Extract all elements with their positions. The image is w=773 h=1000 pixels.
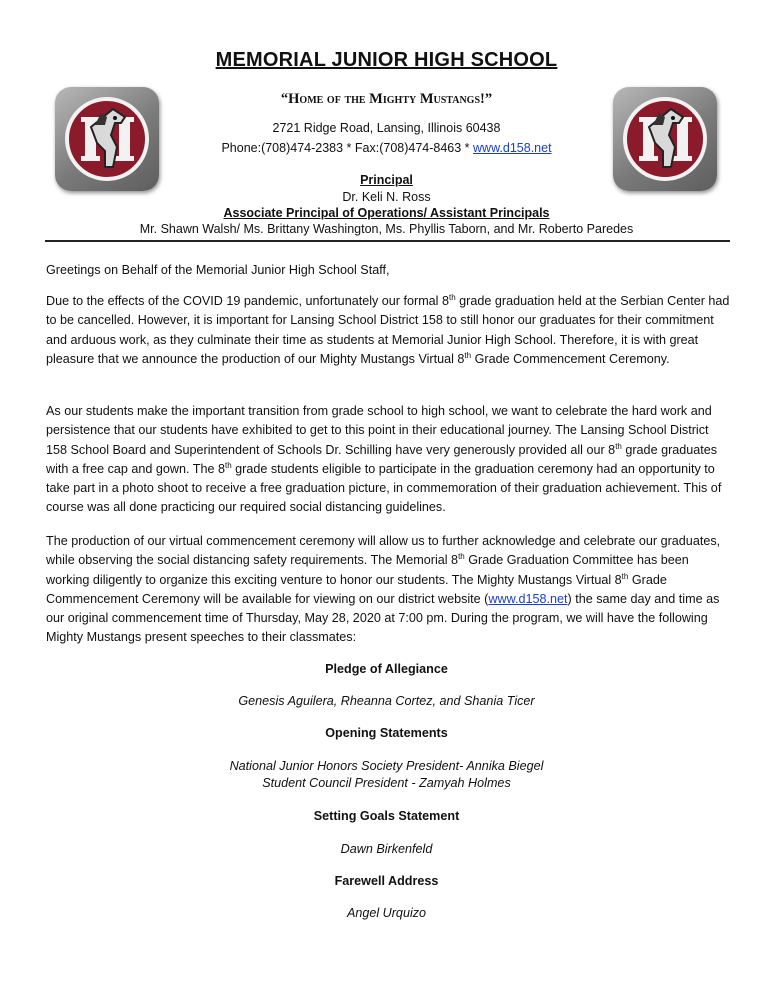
program-heading: Farewell Address <box>334 874 439 888</box>
program-names: Student Council President - Zamyah Holmes <box>262 776 511 790</box>
assoc-principal-title: Associate Principal of Operations/ Assistant Principals <box>223 206 550 220</box>
website-link[interactable]: www.d158.net <box>473 141 552 155</box>
program-heading: Setting Goals Statement <box>313 809 460 823</box>
school-name: MEMORIAL JUNIOR HIGH SCHOOL <box>215 49 558 71</box>
paragraph-3: The production of our virtual commencement ceremony will allow us to further acknowledge and celebrate our graduates, while observing the social distancing safety requirements. The Memorial 8th Grade Graduation Committee has been working diligently to organize this exciting venture to honor our students. The Mighty Mustangs Virtual 8th Grade Commencement Ceremony will be available for viewing on our district website (www.d158.net) the same day and time as our original commencement time of Thursday, May 28, 2020 at 7:00 pm. During the program, we will have the following Mighty Mustangs present speeches to their classmates: <box>46 534 721 645</box>
school-address: 2721 Ridge Road, Lansing, Illinois 60438 <box>272 121 501 135</box>
school-motto: “Home of the Mighty Mustangs!” <box>280 91 493 107</box>
principal-name: Dr. Keli N. Ross <box>342 190 431 204</box>
contact-line <box>0 141 773 155</box>
phone-fax: Phone:(708)474-2383 * Fax:(708)474-8463 * <box>221 141 474 155</box>
paragraph-1: Due to the effects of the COVID 19 pandemic, unfortunately our formal 8th grade graduation held at the Serbian Center had to be cancelled. However, it is important for Lansing School District 158 to still honor our graduates for their commitment and arduous work, as they culminate their time as students at Memorial Junior High School. Therefore, it is with great pleasure that we announce the production of our Mighty Mustangs Virtual 8th Grade Commencement Ceremony. <box>46 292 730 366</box>
program-names: National Junior Honors Society President- Annika Biegel <box>229 759 544 773</box>
program-heading: Pledge of Allegiance <box>325 662 448 676</box>
district-website-link[interactable]: www.d158.net <box>488 591 568 606</box>
greeting: Greetings on Behalf of the Memorial Junior High School Staff, <box>46 263 390 277</box>
principal-title: Principal <box>360 173 413 187</box>
program-names: Dawn Birkenfeld <box>340 842 433 856</box>
paragraph-2: As our students make the important transition from grade school to high school, we want to celebrate the hard work and persistence that our students have exhibited to get to this point in their educational journey. The Lansing School District 158 School Board and Superintendent of Schools Dr. Schilling have very generously provided all our 8th grade graduates with a free cap and gown. The 8th grade students eligible to participate in the graduation ceremony had an opportunity to take part in a photo shoot to receive a free graduation picture, in commemoration of their graduation achievement. This of course was all done practicing our required social distancing guidelines. <box>46 404 722 515</box>
program-heading: Opening Statements <box>325 726 448 740</box>
program-names: Angel Urquizo <box>346 906 427 920</box>
program-names: Genesis Aguilera, Rheanna Cortez, and Shania Ticer <box>238 694 535 708</box>
assoc-principal-names: Mr. Shawn Walsh/ Ms. Brittany Washington, Ms. Phyllis Taborn, and Mr. Roberto Paredes <box>139 222 634 236</box>
header-divider <box>45 240 730 242</box>
